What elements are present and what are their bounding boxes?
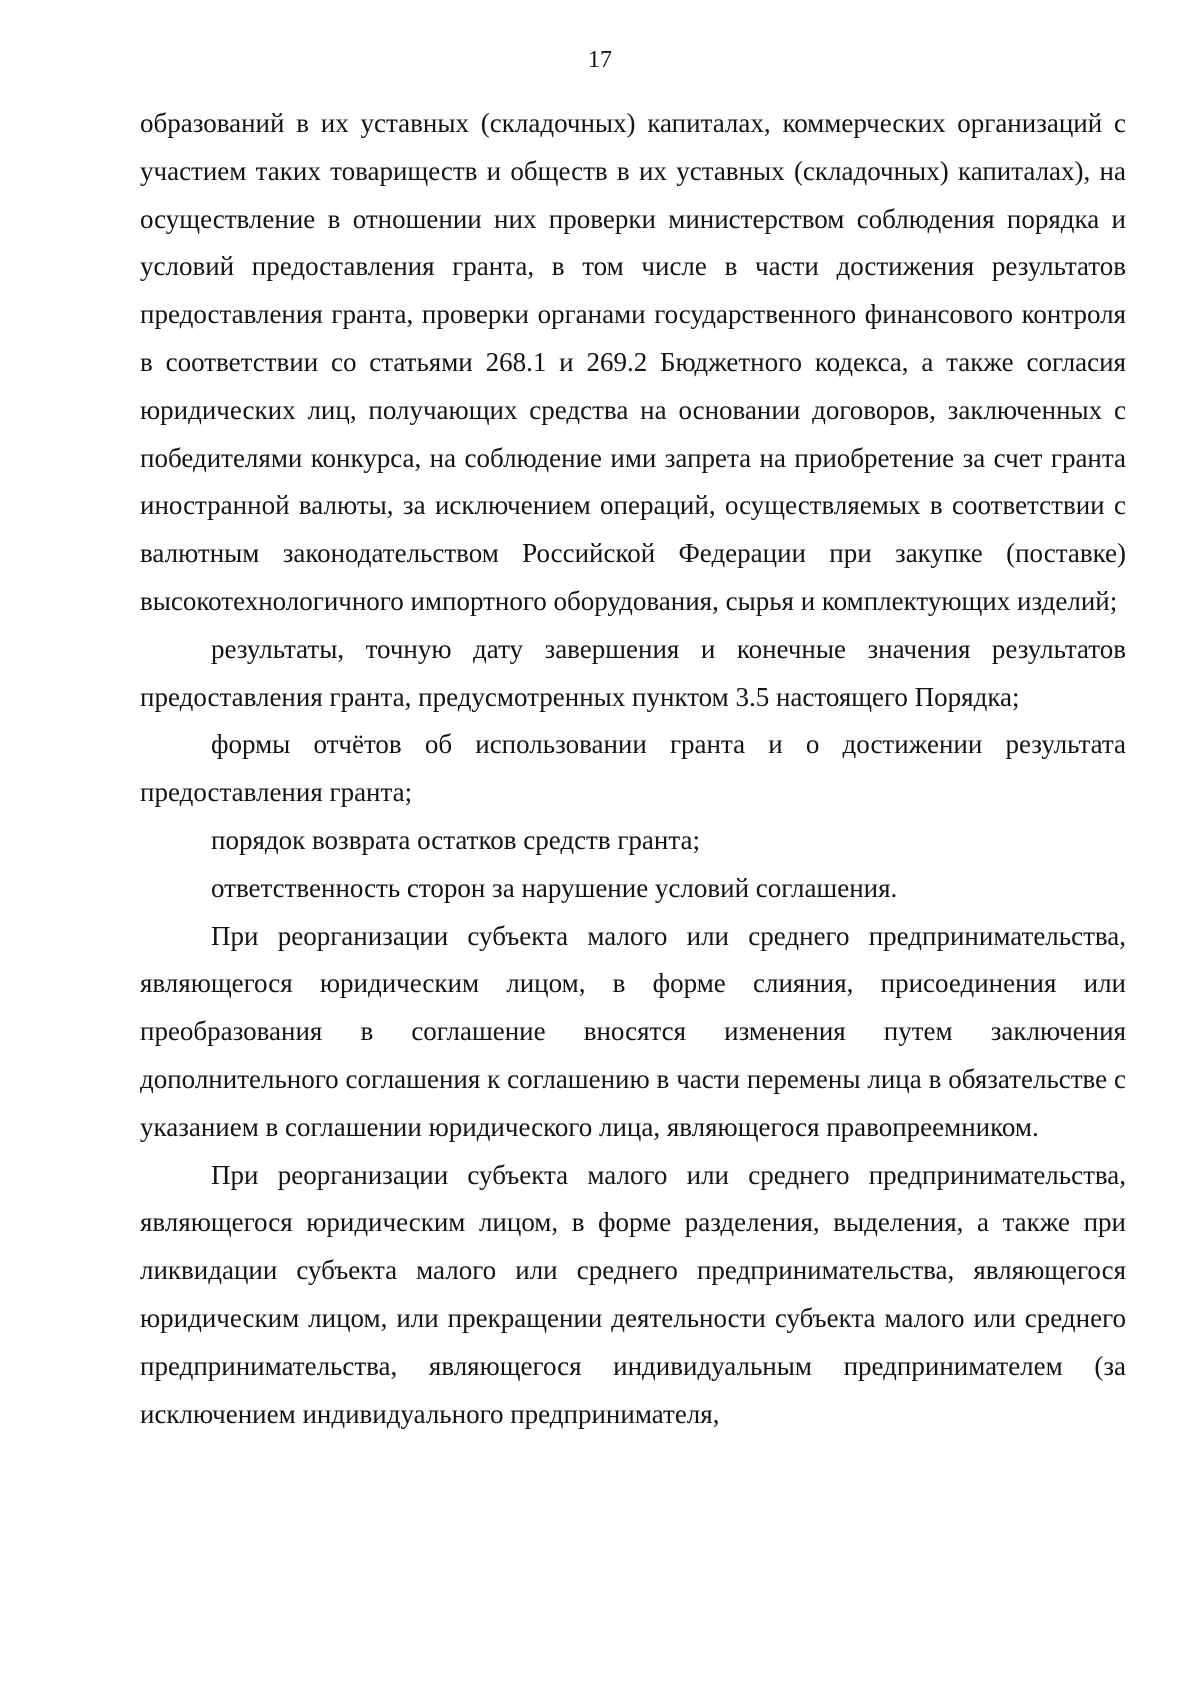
paragraph-1: образований в их уставных (складочных) капиталах, коммерческих организаций с участием таких товариществ и обществ в их уставных (складочных) капиталах), на осуществление в отношении них проверки министерством соблюдения порядка и условий предоставления гранта, в том числе в части достижения результатов предоставления гранта, проверки органами государственного финансового контроля в соответствии со статьями 268.1 и 269.2 Бюджетного кодекса, а также согласия юридических лиц, получающих средства на основании договоров, заключенных с победителями конкурса, на соблюдение ими запрета на приобретение за счет гранта иностранной валюты, за исключением операций, осуществляемых в соответствии с валютным законодательством Российской Федерации при закупке (поставке) высокотехнологичного импортного оборудования, сырья и комплектующих изделий; [140,108,1126,616]
paragraph-2: результаты, точную дату завершения и конечные значения результатов предоставления гранта, предусмотренных пунктом 3.5 настоящего Порядка; [140,633,1126,712]
paragraph-6: При реорганизации субъекта малого или среднего предпринимательства, являющегося юридическим лицом, в форме слияния, присоединения или преобразования в соглашение вносятся изменения путем заключения дополнительного соглашения к соглашению в части перемены лица в обязательстве с указанием в соглашении юридического лица, являющегося правопреемником. [140,920,1126,1142]
page-number: 17 [588,47,612,73]
paragraph-3: формы отчётов об использовании гранта и о достижении результата предоставления гранта; [140,729,1126,808]
paragraph-7: При реорганизации субъекта малого или среднего предпринимательства, являющегося юридическим лицом, в форме разделения, выделения, а также при ликвидации субъекта малого или среднего предпринимательства, являющегося юридическим лицом, или прекращении деятельности субъекта малого или среднего предпринимательства, являющегося индивидуальным предпринимателем (за исключением индивидуального предпринимателя, [140,1159,1126,1429]
paragraph-5: ответственность сторон за нарушение условий соглашения. [211,872,898,903]
document-body [140,100,1126,1438]
paragraph-4: порядок возврата остатков средств гранта; [211,824,700,855]
